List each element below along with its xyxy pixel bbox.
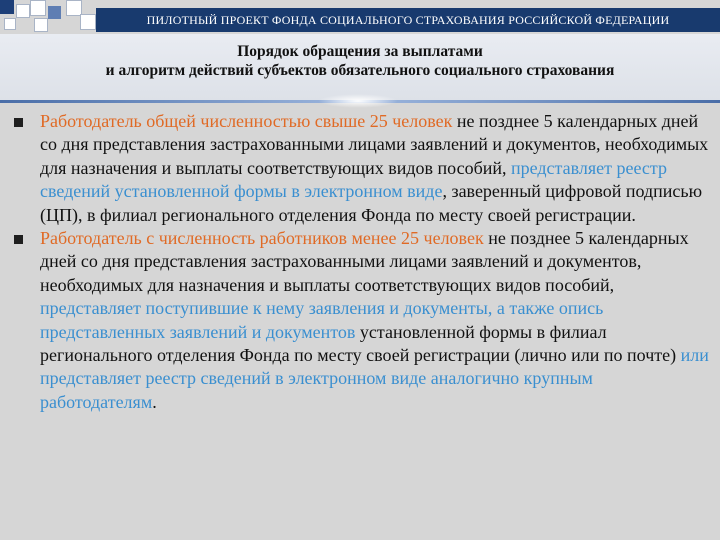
corner-square-4 <box>48 6 61 19</box>
corner-square-2 <box>16 4 30 18</box>
text-segment: не позднее 5 календарных дней со дня представления застрахованными лицами заявлений и документов, необходимых для назначения и выплаты соответствующих видов пособий, <box>40 228 689 295</box>
header-band <box>96 8 720 32</box>
text-segment: не позднее 5 календарных дней со дня представления застрахованными лицами заявлений и документов, необходимых для назначения и выплаты соответствующих видов пособий, <box>40 111 709 178</box>
page-title-line-2: и алгоритм действий субъектов обязательного социального страхования <box>105 62 615 79</box>
content-area <box>10 110 714 414</box>
page-title-line-1: Порядок обращения за выплатами <box>237 43 483 60</box>
highlight-registry: представляет реестр сведений установленной формы в электронном виде <box>40 157 668 202</box>
list-item <box>10 227 714 414</box>
list-item <box>10 110 714 227</box>
corner-square-8 <box>4 18 16 30</box>
title-divider-glow <box>318 94 398 108</box>
square-bullet-icon <box>14 235 23 244</box>
highlight-employer-large: Работодатель общей численностью свыше 25 человек <box>40 111 453 131</box>
highlight-registry-alt: или представляет реестр сведений в электронном виде аналогично крупным работодателям <box>40 345 709 412</box>
highlight-documents: представляет поступившие к нему заявления и документы, а также опись представленных заявлений и документов <box>40 298 604 342</box>
corner-square-1 <box>0 0 14 14</box>
square-bullet-icon <box>14 118 23 127</box>
title-box <box>0 34 720 100</box>
corner-square-6 <box>80 14 96 30</box>
highlight-employer-small: Работодатель с численность работников менее 25 человек <box>40 228 484 249</box>
text-segment: . <box>152 391 157 412</box>
text-segment: , заверенный цифровой подписью (ЦП), в филиал регионального отделения Фонда по месту своей регистрации. <box>40 181 703 225</box>
corner-square-3 <box>30 0 46 16</box>
header-band-text: ПИЛОТНЫЙ ПРОЕКТ ФОНДА СОЦИАЛЬНОГО СТРАХОВАНИЯ РОССИЙСКОЙ ФЕДЕРАЦИИ <box>146 12 670 27</box>
list-item-text <box>40 227 712 414</box>
list-item-text <box>40 110 712 227</box>
text-segment: установленной формы в филиал регионального отделения Фонда по месту своей регистрации (лично или по почте) <box>40 321 681 366</box>
corner-square-7 <box>34 18 48 32</box>
